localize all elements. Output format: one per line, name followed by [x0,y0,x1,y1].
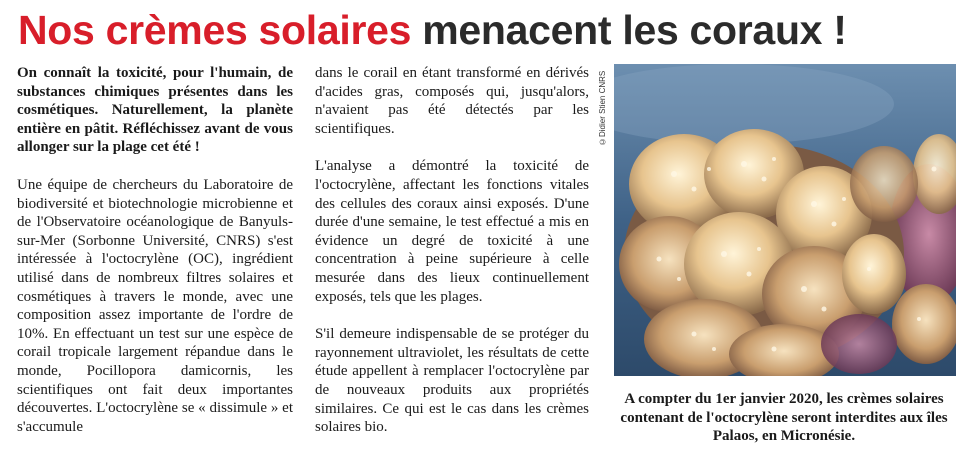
headline [18,2,948,58]
body-paragraph-2: dans le corail en étant transformé en dérivés d'acides gras, composés qui, jusqu'alors, n'avaient pas été détectés par les scientifiques. [315,65,589,137]
coral-photo [614,64,956,376]
headline-part-red: Nos crèmes solaires [18,7,412,53]
headline-part-dark: menacent les coraux ! [422,7,847,53]
lead-paragraph: On connaît la toxicité, pour l'humain, de substances chimiques présentes dans les cosmétiques. Naturellement, la planète entière en pâtit. Réfléchissez avant de vous allonger sur la plage cet été ! [17,65,293,156]
body-paragraph-3: L'analyse a démontré la toxicité de l'octocrylène, affectant les fonctions vitales des cellules des coraux ainsi exposés. D'une durée d'une semaine, le test effectué a mis en évidence un degré de toxicité à une concentration à peine supérieure à celle mesurée dans des lieux continuellement exposés, tels que les plages. [315,158,589,305]
article-column-2 [315,64,589,456]
body-paragraph-4: S'il demeure indispensable de se protéger du rayonnement ultraviolet, les résultats de cette étude appellent à remplacer l'octocrylène par de nouveaux produits aux propriétés similaires. Ce qui est le cas dans les crèmes solaires bio. [315,326,589,436]
body-paragraph-1: Une équipe de chercheurs du Laboratoire de biodiversité et biotechnologie microbienne et de l'Observatoire océanologique de Banyuls-sur-Mer (Sorbonne Université, CNRS) s'est intéressée à l'octocrylène (OC), ingrédient utilisé dans de nombreux filtres solaires et cosmétiques à travers le monde, avec une composition assez importante de l'ordre de 10%. En effectuant un test sur une espèce de corail tropicale largement répandue dans le monde, Pocillopora damicornis, les scientifiques ont fait deux importantes découvertes. L'octocrylène se « dissimule » et s'accumule [17,176,293,435]
coral-illustration [614,64,956,376]
article-column-1 [17,64,293,455]
photo-credit: ©Didier Stien CNRS [598,70,607,146]
photo-caption: A compter du 1er janvier 2020, les crèmes solaires contenant de l'octocrylène seront interdites aux îles Palaos, en Micronésie. [620,391,948,445]
